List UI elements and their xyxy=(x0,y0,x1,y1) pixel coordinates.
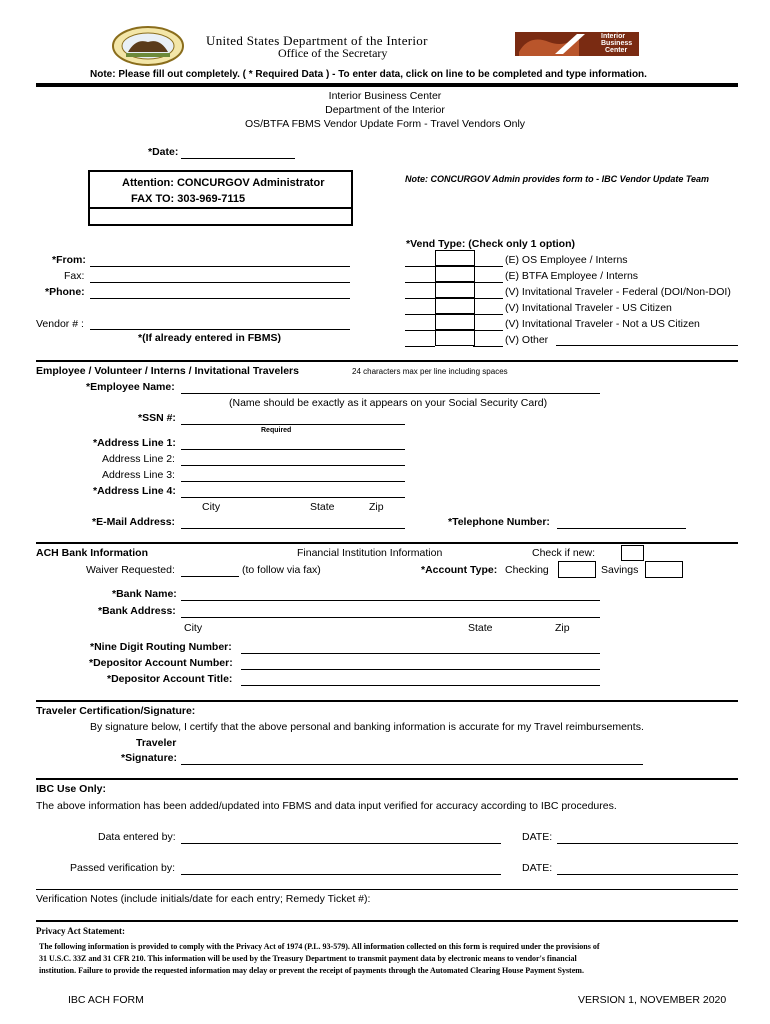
notes-bottom-rule xyxy=(36,920,738,922)
privacy-line1: The following information is provided to comply with the Privacy Act of 1974 (P.L. 93-579). All information collected on this form is required under the provisions of xyxy=(39,942,600,951)
attention-divider xyxy=(90,207,351,209)
signature-label: *Signature: xyxy=(121,752,178,764)
ach-title: ACH Bank Information xyxy=(36,547,149,559)
ibc-logo xyxy=(515,32,639,56)
from-field[interactable] xyxy=(90,266,350,267)
vend-option-line xyxy=(473,266,503,267)
depositor-number-field[interactable] xyxy=(241,669,600,670)
check-new-label: Check if new: xyxy=(532,547,596,559)
vend-option-label: (V) Invitational Traveler - US Citizen xyxy=(505,302,672,314)
checking-label: Checking xyxy=(505,564,549,576)
check-new-checkbox[interactable] xyxy=(621,545,644,561)
ssn-required: Required xyxy=(261,427,292,434)
state-label: State xyxy=(310,501,335,513)
vend-option-line xyxy=(473,346,503,347)
vend-option-line xyxy=(473,330,503,331)
address3-label: Address Line 3: xyxy=(102,469,175,481)
bank-name-field[interactable] xyxy=(181,600,600,601)
employee-name-field[interactable] xyxy=(181,393,600,394)
bank-zip-label: Zip xyxy=(555,622,570,634)
ibc-title: IBC Use Only: xyxy=(36,783,107,795)
vend-option-line xyxy=(405,314,435,315)
vend-option-line xyxy=(405,330,435,331)
privacy-line2: 31 U.S.C. 33Z and 31 CFR 210. This information will be used by the Treasury Department to transmit payment data by electronic means to vendor's financial xyxy=(39,954,577,963)
vend-option-checkbox[interactable] xyxy=(435,314,475,330)
from-label: *From: xyxy=(52,254,86,266)
savings-checkbox[interactable] xyxy=(645,561,683,578)
notes-top-rule xyxy=(36,889,738,890)
traveler-label: Traveler xyxy=(136,737,177,749)
employee-section-title: Employee / Volunteer / Interns / Invitational Travelers xyxy=(36,365,299,377)
data-entered-label: Data entered by: xyxy=(98,831,176,843)
privacy-line3: institution. Failure to provide the requested information may delay or prevent the receipt of payments through the Automated Clearing House Payment System. xyxy=(39,966,584,975)
savings-label: Savings xyxy=(601,564,639,576)
telephone-label: *Telephone Number: xyxy=(448,516,550,528)
fin-info-label: Financial Institution Information xyxy=(297,547,443,559)
employee-name-label: *Employee Name: xyxy=(86,381,175,393)
vend-option-line xyxy=(405,266,435,267)
depositor-title-field[interactable] xyxy=(241,685,600,686)
office-name: Office of the Secretary xyxy=(278,46,388,60)
routing-field[interactable] xyxy=(241,653,600,654)
max-chars-note: 24 characters max per line including spaces xyxy=(352,367,508,376)
date-field[interactable] xyxy=(181,158,295,159)
vendor-note: *(If already entered in FBMS) xyxy=(138,332,281,344)
vend-option-label: (V) Invitational Traveler - Federal (DOI/Non-DOI) xyxy=(505,286,731,298)
address2-label: Address Line 2: xyxy=(102,453,175,465)
vend-option-line xyxy=(473,314,503,315)
routing-label: *Nine Digit Routing Number: xyxy=(90,641,232,653)
checking-checkbox[interactable] xyxy=(558,561,596,578)
ibc-text: The above information has been added/updated into FBMS and data input verified for accuracy according to IBC procedures. xyxy=(36,800,617,812)
vendor-label: Vendor # : xyxy=(36,318,84,330)
vend-option-line xyxy=(473,298,503,299)
center-line2: Department of the Interior xyxy=(325,104,445,116)
date1-label: DATE: xyxy=(522,831,553,843)
depositor-title-label: *Depositor Account Title: xyxy=(107,673,233,685)
vend-option-label: (V) Invitational Traveler - Not a US Citizen xyxy=(505,318,700,330)
data-entered-field[interactable] xyxy=(181,843,501,844)
department-name: United States Department of the Interior xyxy=(206,33,428,48)
waiver-label: Waiver Requested: xyxy=(86,564,175,576)
depositor-number-label: *Depositor Account Number: xyxy=(89,657,233,669)
ibc-logo-line1: Interior xyxy=(601,33,626,40)
date1-field[interactable] xyxy=(557,843,738,844)
footer-form-name: IBC ACH FORM xyxy=(68,994,144,1006)
employee-section-rule xyxy=(36,360,738,362)
verification-notes-label: Verification Notes (include initials/date for each entry; Remedy Ticket #): xyxy=(36,893,371,905)
address2-field[interactable] xyxy=(181,465,405,466)
telephone-field[interactable] xyxy=(557,528,686,529)
center-line1: Interior Business Center xyxy=(328,90,442,102)
vend-option-label: (E) OS Employee / Interns xyxy=(505,254,628,266)
admin-note: Note: CONCURGOV Admin provides form to - IBC Vendor Update Team xyxy=(405,174,710,184)
address4-field[interactable] xyxy=(181,497,405,498)
bank-name-label: *Bank Name: xyxy=(112,588,177,600)
vend-option-line xyxy=(405,282,435,283)
passed-label: Passed verification by: xyxy=(70,862,176,874)
vend-option-label: (E) BTFA Employee / Interns xyxy=(505,270,639,282)
vend-option-checkbox[interactable] xyxy=(435,330,475,346)
fax-label: Fax: xyxy=(64,270,85,282)
address1-label: *Address Line 1: xyxy=(93,437,176,449)
attention-line1: Attention: CONCURGOV Administrator xyxy=(122,177,325,189)
attention-box xyxy=(88,170,353,226)
ach-section-rule xyxy=(36,542,738,544)
cert-section-rule xyxy=(36,700,738,702)
zip-label: Zip xyxy=(369,501,384,513)
follow-fax-note: (to follow via fax) xyxy=(242,564,321,576)
date-label: *Date: xyxy=(148,146,179,158)
fax-field[interactable] xyxy=(90,282,350,283)
attention-fax: FAX TO: 303-969-7115 xyxy=(131,193,246,205)
address4-label: *Address Line 4: xyxy=(93,485,176,497)
vend-option-line xyxy=(405,298,435,299)
address3-field[interactable] xyxy=(181,481,405,482)
ibc-logo-line3: Center xyxy=(605,47,628,54)
vend-option-checkbox[interactable] xyxy=(435,250,475,266)
name-note: (Name should be exactly as it appears on your Social Security Card) xyxy=(229,397,548,409)
vend-option-label: (V) Other xyxy=(505,334,549,346)
cert-text: By signature below, I certify that the above personal and banking information is accurate for my Travel reimbursements. xyxy=(90,721,644,733)
email-label: *E-Mail Address: xyxy=(92,516,176,528)
bank-address-field[interactable] xyxy=(181,617,600,618)
signature-field[interactable] xyxy=(181,764,643,765)
vend-option-checkbox[interactable] xyxy=(435,266,475,282)
bank-state-label: State xyxy=(468,622,493,634)
email-field[interactable] xyxy=(181,528,405,529)
passed-field[interactable] xyxy=(181,874,501,875)
ssn-label: *SSN #: xyxy=(138,412,176,424)
cert-title: Traveler Certification/Signature: xyxy=(36,705,196,717)
fill-note: Note: Please fill out completely. ( * Required Data ) - To enter data, click on line to be completed and type information. xyxy=(90,69,647,80)
footer-version: VERSION 1, NOVEMBER 2020 xyxy=(578,994,727,1006)
vend-option-checkbox[interactable] xyxy=(435,298,475,314)
vend-option-line xyxy=(473,282,503,283)
ibc-section-rule xyxy=(36,778,738,780)
privacy-title: Privacy Act Statement: xyxy=(36,926,125,936)
phone-label: *Phone: xyxy=(45,286,85,298)
account-type-label: *Account Type: xyxy=(421,564,498,576)
city-label: City xyxy=(202,501,221,513)
vend-type-title: *Vend Type: (Check only 1 option) xyxy=(406,238,575,250)
waiver-field[interactable] xyxy=(181,576,239,577)
vendor-field[interactable] xyxy=(90,329,350,330)
vend-option-checkbox[interactable] xyxy=(435,282,475,298)
vend-other-field[interactable] xyxy=(556,345,738,346)
form-title: OS/BTFA FBMS Vendor Update Form - Travel Vendors Only xyxy=(244,118,526,130)
phone-field[interactable] xyxy=(90,298,350,299)
bank-city-label: City xyxy=(184,622,203,634)
bank-address-label: *Bank Address: xyxy=(98,605,176,617)
ssn-field[interactable] xyxy=(181,424,405,425)
address1-field[interactable] xyxy=(181,449,405,450)
vend-option-line xyxy=(405,346,435,347)
date2-label: DATE: xyxy=(522,862,553,874)
header-rule xyxy=(36,83,738,87)
ibc-logo-line2: Business xyxy=(601,40,633,47)
date2-field[interactable] xyxy=(557,874,738,875)
doi-seal xyxy=(112,26,184,66)
